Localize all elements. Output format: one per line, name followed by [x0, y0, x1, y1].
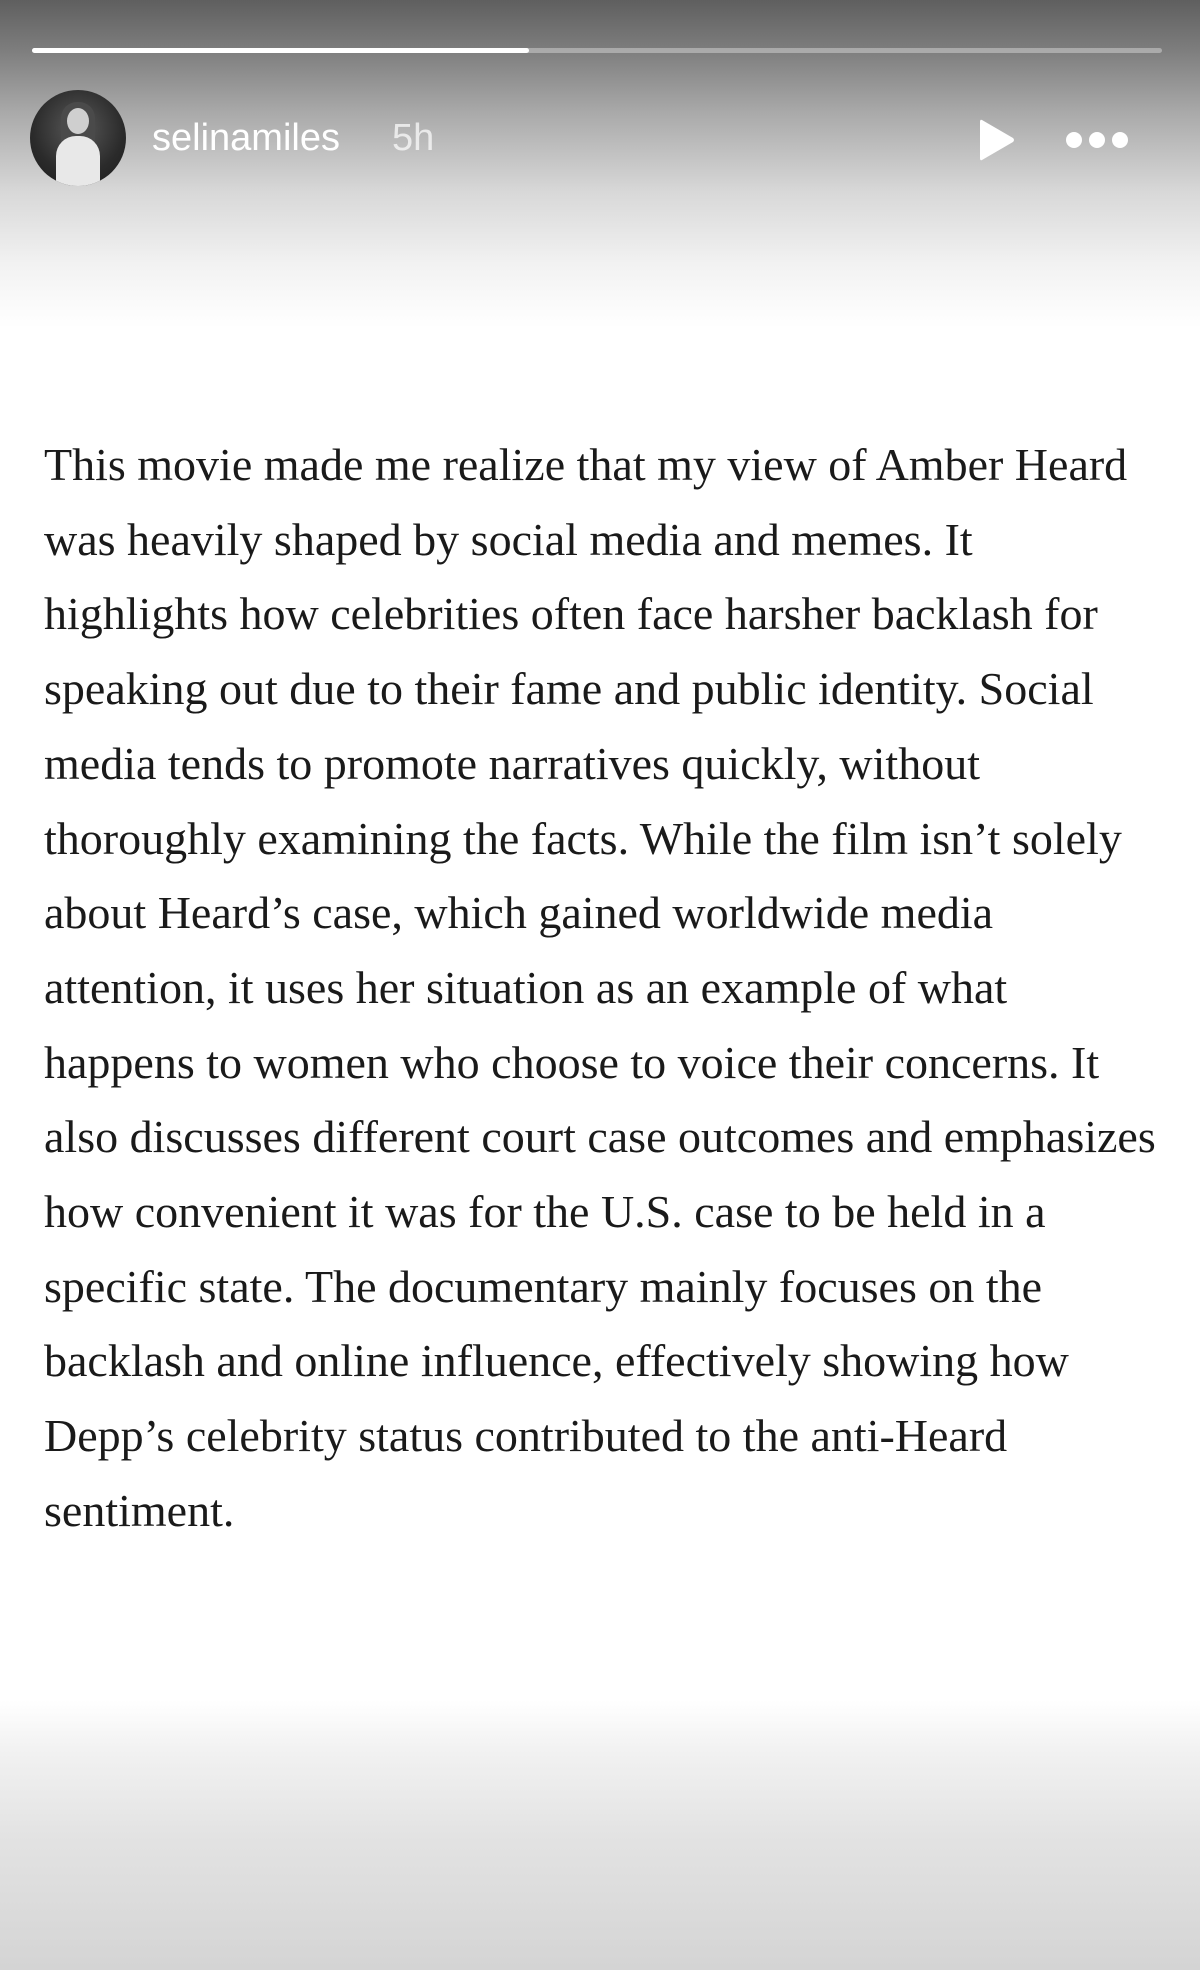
story-progress-fill: [32, 48, 529, 53]
top-gradient-overlay: [0, 0, 1200, 400]
avatar-body-shape: [56, 136, 100, 186]
avatar-head-shape: [67, 108, 89, 134]
bottom-gradient-overlay: [0, 1700, 1200, 1970]
avatar[interactable]: [30, 90, 126, 186]
story-progress-bar: [32, 48, 1162, 53]
username[interactable]: selinamiles: [152, 117, 340, 159]
more-options-button[interactable]: [1060, 118, 1134, 162]
play-icon: [970, 114, 1022, 166]
story-text: This movie made me realize that my view of Amber Heard was heavily shaped by social media and memes. It highlights how celebrities often face harsher backlash for speaking out due to their fame and public identity. Social media tends to promote narratives quickly, without thoroughly examining the facts. While the film isn’t solely about Heard’s case, which gained worldwide media attention, it uses her situation as an example of what happens to women who choose to voice their concerns. It also discusses different court case outcomes and emphasizes how convenient it was for the U.S. case to be held in a specific state. The documentary mainly focuses on the backlash and online influence, effectively showing how Depp’s celebrity status contributed to the anti-Heard sentiment.: [44, 439, 1156, 1536]
time-ago: 5h: [392, 117, 435, 159]
story-header: [30, 88, 1170, 188]
play-button[interactable]: [970, 114, 1022, 166]
more-horizontal-icon: [1060, 118, 1134, 162]
